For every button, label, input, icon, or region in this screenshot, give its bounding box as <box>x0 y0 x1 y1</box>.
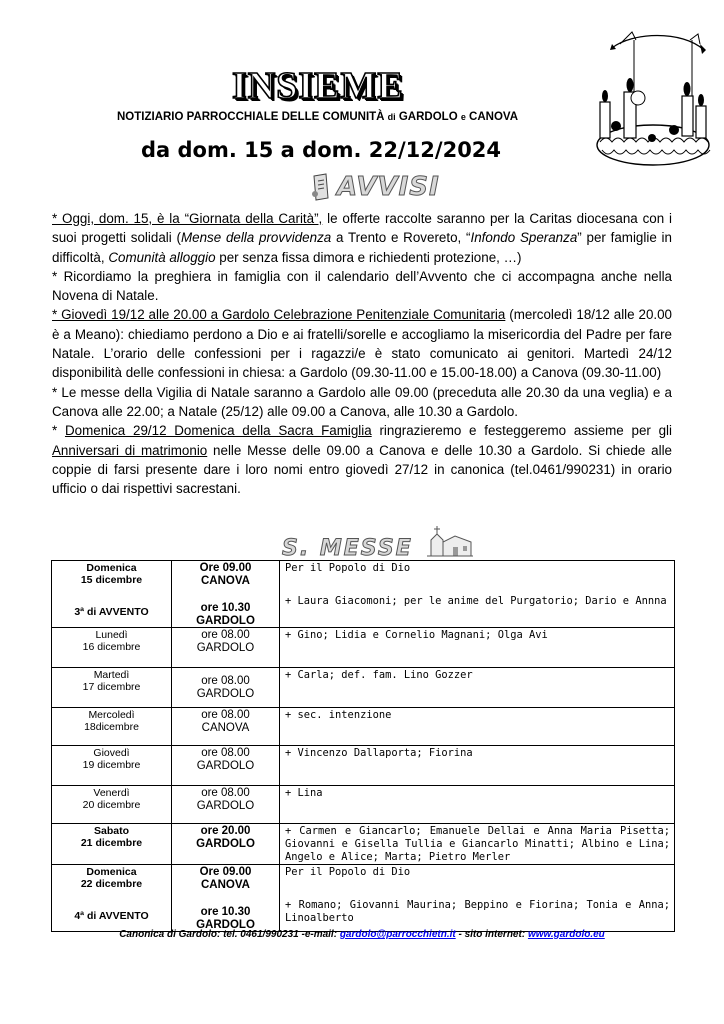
time-cell <box>172 708 280 746</box>
mass-intention: Per il Popolo di Dio <box>285 866 411 878</box>
mass-place: GARDOLO <box>196 799 255 812</box>
date: 21 dicembre <box>80 837 143 849</box>
time-cell <box>172 786 280 824</box>
notice-highlight: * Giovedì 19/12 alle 20.00 a Gardolo Celebrazione Penitenziale Comunitaria <box>52 307 506 323</box>
mass-place: CANOVA <box>201 574 250 587</box>
notice-highlight: Anniversari di matrimonio <box>52 442 208 458</box>
newsletter-title: INSIEME <box>232 65 404 107</box>
footer-site-text: - sito internet: <box>455 929 528 940</box>
day-cell <box>52 786 172 824</box>
mass-place: GARDOLO <box>196 918 255 931</box>
mass-place: CANOVA <box>201 878 250 891</box>
notice-sacra-famiglia <box>52 421 672 498</box>
day-cell <box>52 668 172 708</box>
date: 22 dicembre <box>80 878 143 890</box>
contact-footer <box>0 929 724 940</box>
mass-place: GARDOLO <box>196 837 255 850</box>
liturgical-day: 4ª di AVVENTO <box>74 910 149 922</box>
mass-schedule-table <box>51 560 675 932</box>
notice-board-icon <box>310 172 332 202</box>
date: 16 dicembre <box>82 641 141 653</box>
day-cell <box>52 824 172 865</box>
intention-cell: + Vincenzo Dallaporta; Fiorina <box>280 746 675 786</box>
day-cell <box>52 746 172 786</box>
liturgical-day: 3ª di AVVENTO <box>74 606 149 618</box>
notice-text: (mercoledì 18/12 alle 20.00 è a Meano): chiediamo perdono a Dio e ai fratelli/sorelle e accogliamo la misericordia del Padre per fare Natale. L’orario delle confessioni per i ragazzi/e è stato comunicato ai genitori. Martedì 24/12 disponibilità delle confessioni in chiesa: a Gardolo (09.30-11.00 e 15.00-18.00) a Canova (09.30-11.00) <box>52 307 673 381</box>
table-row <box>52 746 675 786</box>
time-cell <box>172 668 280 708</box>
mass-time: ore 08.00 <box>201 629 250 641</box>
day-cell <box>52 865 172 932</box>
subtitle-gardolo: GARDOLO <box>395 111 461 123</box>
table-row <box>52 668 675 708</box>
time-cell <box>172 746 280 786</box>
mass-intention: + Romano; Giovanni Maurina; Beppino e Fiorina; Tonia e Anna; Linoalberto <box>285 899 670 924</box>
notice-text: le offerte raccolte saranno per la Caritas diocesana con i suoi progetti solidali ( <box>52 211 672 246</box>
weekday: Martedì <box>93 669 130 681</box>
mass-place: GARDOLO <box>196 759 255 772</box>
mass-time: ore 10.30 <box>200 602 251 614</box>
advent-wreath-icon <box>592 30 714 170</box>
date: 19 dicembre <box>82 759 141 771</box>
table-row <box>52 708 675 746</box>
notices-block <box>52 209 672 498</box>
day-cell <box>52 628 172 668</box>
intention-cell <box>280 561 675 628</box>
mass-time: Ore 09.00 <box>199 866 252 878</box>
mass-time: ore 20.00 <box>200 825 251 837</box>
mass-place: GARDOLO <box>196 687 255 700</box>
mass-time: ore 08.00 <box>201 709 250 721</box>
weekday: Domenica <box>86 562 137 574</box>
table-row <box>52 628 675 668</box>
notice-text: * <box>52 423 65 439</box>
notice-preghiera: * Ricordiamo la preghiera in famiglia con il calendario dell’Avvento che ci accompagna anche nella Novena di Natale. <box>52 268 672 304</box>
notice-italic: Comunità alloggio <box>108 249 216 265</box>
date: 18dicembre <box>84 721 139 733</box>
notice-penitenziale <box>52 305 672 382</box>
mass-time: ore 08.00 <box>201 787 250 799</box>
notice-text: ” per famiglie in difficoltà, <box>52 230 672 265</box>
weekday: Giovedì <box>93 747 130 759</box>
mass-time: Ore 09.00 <box>199 562 252 574</box>
notice-text: per senza fissa dimora e richiedenti protezione, …) <box>215 249 522 265</box>
table-row <box>52 786 675 824</box>
notice-italic: Infondo Speranza <box>470 230 578 246</box>
weekday: Lunedì <box>95 629 128 641</box>
intention-cell: + sec. intenzione <box>280 708 675 746</box>
table-row <box>52 824 675 865</box>
table-row <box>52 561 675 628</box>
subtitle-text: NOTIZIARIO PARROCCHIALE DELLE COMUNITÀ <box>117 111 388 123</box>
subtitle-di: di <box>387 112 396 122</box>
day-cell <box>52 561 172 628</box>
mass-place: GARDOLO <box>196 614 255 627</box>
notice-text: a Trento e Rovereto, “ <box>331 230 471 246</box>
weekday: Venerdì <box>93 787 130 799</box>
weekday: Domenica <box>86 866 137 878</box>
mass-time: ore 10.30 <box>200 906 251 918</box>
notice-italic: Mense della provvidenza <box>180 230 332 246</box>
notice-highlight: * Oggi, dom. 15, è la “Giornata della Carità”, <box>52 211 323 226</box>
mass-intention: Per il Popolo di Dio <box>285 562 411 574</box>
weekday: Mercoledì <box>88 709 135 721</box>
mass-place: CANOVA <box>201 721 250 734</box>
footer-phone-text: Canonica di Gardolo: tel. 0461/990231 -e-mail: <box>119 929 340 940</box>
avvisi-section-title: AVVISI <box>337 172 440 202</box>
time-cell <box>172 561 280 628</box>
table-row <box>52 865 675 932</box>
intention-cell: + Lina <box>280 786 675 824</box>
notice-vigilia: * Le messe della Vigilia di Natale saranno a Gardolo alle 09.00 (preceduta alle 20.30 da una veglia) e a Canova alle 22.00; a Natale (25/12) alle 09.00 a Canova, alle 10.30 a Gardolo. <box>52 384 672 419</box>
weekday: Sabato <box>93 825 129 837</box>
subtitle-canova: CANOVA <box>465 111 519 123</box>
messe-section-title: S. MESSE <box>282 536 413 561</box>
notice-giornata-carita <box>52 209 672 267</box>
intention-cell: + Gino; Lidia e Cornelio Magnani; Olga Avi <box>280 628 675 668</box>
mass-place: GARDOLO <box>196 641 255 654</box>
church-icon <box>425 522 475 558</box>
date-range: da dom. 15 a dom. 22/12/2024 <box>141 138 502 162</box>
time-cell <box>172 824 280 865</box>
date: 17 dicembre <box>82 681 141 693</box>
date: 20 dicembre <box>82 799 141 811</box>
website-link[interactable]: www.gardolo.eu <box>527 929 605 940</box>
mass-intention: + Laura Giacomoni; per le anime del Purgatorio; Dario e Annna <box>285 595 667 607</box>
mass-time: ore 08.00 <box>201 747 250 759</box>
intention-cell: + Carmen e Giancarlo; Emanuele Dellai e Anna Maria Pisetta; Giovanni e Gisella Tullia e Giancarlo Minatti; Albino e Lina; Angelo e Alice; Marta; Pietro Merler <box>280 824 675 865</box>
time-cell <box>172 865 280 932</box>
intention-cell <box>280 865 675 932</box>
email-link[interactable]: gardolo@parrocchietn.it <box>339 929 456 940</box>
notice-highlight: Domenica 29/12 Domenica della Sacra Famiglia <box>64 423 372 439</box>
notice-text: nelle Messe delle 09.00 a Canova e delle 10.30 a Gardolo. Si chiede alle coppie di farsi presente dare i loro nomi entro giovedì 27/12 in canonica (tel.0461/990231) in orario ufficio o dai rispettivi sacrestani. <box>52 442 672 497</box>
notice-text: ringrazieremo e festeggeremo assieme per gli <box>371 423 672 439</box>
intention-cell: + Carla; def. fam. Lino Gozzer <box>280 668 675 708</box>
subtitle-e: e <box>460 112 466 122</box>
time-cell <box>172 628 280 668</box>
day-cell <box>52 708 172 746</box>
mass-time: ore 08.00 <box>201 675 250 687</box>
date: 15 dicembre <box>80 574 143 586</box>
